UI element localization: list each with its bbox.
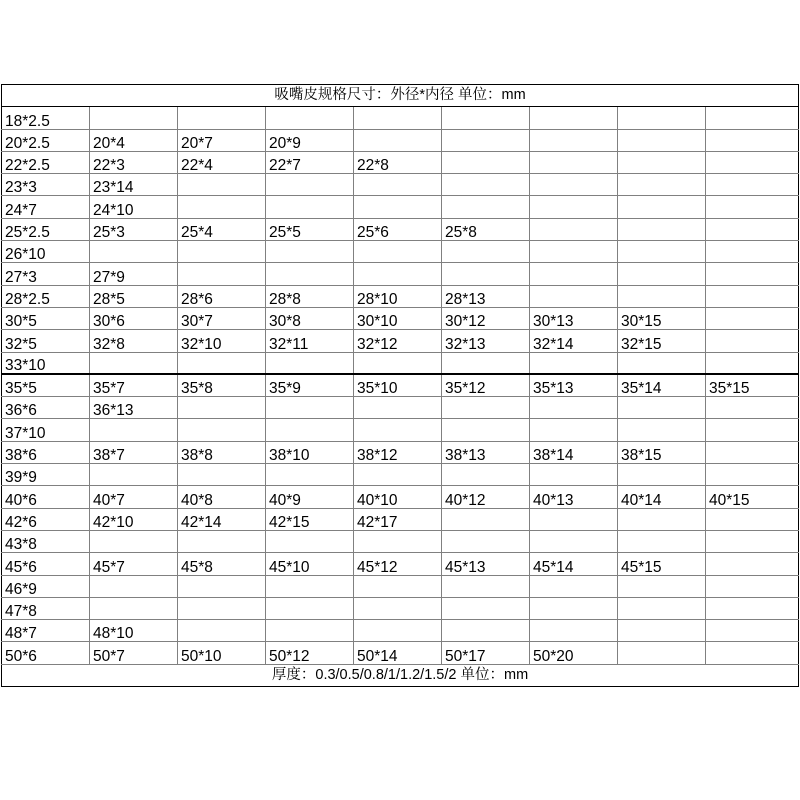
- size-cell: [530, 285, 618, 307]
- size-cell: [354, 174, 442, 196]
- size-cell: 32*13: [442, 330, 530, 352]
- size-cell: [178, 174, 266, 196]
- size-cell: 48*7: [2, 620, 90, 642]
- table-body: [2, 85, 799, 687]
- size-cell: 38*10: [266, 441, 354, 463]
- size-cell: [618, 508, 706, 530]
- size-cell: 30*10: [354, 307, 442, 329]
- table-row: [2, 530, 799, 552]
- size-cell: [530, 419, 618, 441]
- size-cell: 36*13: [90, 397, 178, 419]
- size-cell: 40*15: [706, 486, 799, 508]
- table-row: [2, 196, 799, 218]
- table-row: [2, 330, 799, 352]
- size-cell: 46*9: [2, 575, 90, 597]
- size-cell: 40*12: [442, 486, 530, 508]
- size-cell: 28*10: [354, 285, 442, 307]
- size-cell: 32*10: [178, 330, 266, 352]
- size-cell: [706, 620, 799, 642]
- table-row: [2, 397, 799, 419]
- table-row: [2, 307, 799, 329]
- size-cell: [266, 530, 354, 552]
- size-cell: [706, 151, 799, 173]
- size-cell: 23*3: [2, 174, 90, 196]
- size-cell: [530, 397, 618, 419]
- size-cell: [706, 129, 799, 151]
- size-cell: 32*8: [90, 330, 178, 352]
- size-cell: 50*7: [90, 642, 178, 664]
- size-cell: 22*8: [354, 151, 442, 173]
- size-cell: 22*7: [266, 151, 354, 173]
- size-cell: [706, 397, 799, 419]
- size-cell: 25*6: [354, 218, 442, 240]
- size-cell: 35*15: [706, 374, 799, 396]
- size-cell: [178, 397, 266, 419]
- table-row: [2, 553, 799, 575]
- size-cell: 35*8: [178, 374, 266, 396]
- size-cell: 32*15: [618, 330, 706, 352]
- size-cell: [530, 620, 618, 642]
- size-cell: [618, 642, 706, 664]
- size-cell: [178, 196, 266, 218]
- size-cell: [266, 107, 354, 129]
- size-cell: 25*2.5: [2, 218, 90, 240]
- size-cell: 26*10: [2, 241, 90, 263]
- size-cell: [266, 575, 354, 597]
- table-row: [2, 352, 799, 374]
- size-cell: 40*14: [618, 486, 706, 508]
- size-cell: [706, 441, 799, 463]
- size-cell: [706, 263, 799, 285]
- size-cell: [354, 107, 442, 129]
- size-cell: 28*13: [442, 285, 530, 307]
- size-cell: 22*2.5: [2, 151, 90, 173]
- size-cell: [618, 620, 706, 642]
- size-cell: 22*4: [178, 151, 266, 173]
- size-cell: [530, 530, 618, 552]
- size-cell: [442, 352, 530, 374]
- size-cell: [266, 464, 354, 486]
- size-cell: [90, 597, 178, 619]
- size-cell: [618, 196, 706, 218]
- size-cell: [530, 174, 618, 196]
- size-cell: [90, 241, 178, 263]
- size-cell: 35*14: [618, 374, 706, 396]
- size-cell: [442, 174, 530, 196]
- size-cell: [706, 307, 799, 329]
- size-cell: [266, 241, 354, 263]
- size-cell: [354, 196, 442, 218]
- size-cell: [266, 263, 354, 285]
- size-cell: [530, 597, 618, 619]
- size-cell: [530, 129, 618, 151]
- size-cell: 45*13: [442, 553, 530, 575]
- size-cell: [530, 352, 618, 374]
- size-cell: [178, 419, 266, 441]
- size-cell: 35*7: [90, 374, 178, 396]
- size-cell: [354, 530, 442, 552]
- size-cell: 27*3: [2, 263, 90, 285]
- size-cell: [706, 597, 799, 619]
- table-row: [2, 575, 799, 597]
- table-row: [2, 129, 799, 151]
- size-cell: 30*6: [90, 307, 178, 329]
- table-row: [2, 241, 799, 263]
- size-cell: [618, 575, 706, 597]
- size-cell: 30*5: [2, 307, 90, 329]
- size-cell: 45*14: [530, 553, 618, 575]
- table-row: [2, 151, 799, 173]
- size-cell: 45*15: [618, 553, 706, 575]
- size-cell: 32*5: [2, 330, 90, 352]
- size-cell: [178, 263, 266, 285]
- size-cell: [354, 575, 442, 597]
- size-cell: 32*14: [530, 330, 618, 352]
- size-cell: [618, 129, 706, 151]
- size-cell: [266, 174, 354, 196]
- footer-row: [2, 664, 799, 686]
- table-row: [2, 642, 799, 664]
- size-cell: [90, 352, 178, 374]
- size-cell: 28*2.5: [2, 285, 90, 307]
- size-cell: 50*10: [178, 642, 266, 664]
- size-cell: [618, 107, 706, 129]
- size-cell: 48*10: [90, 620, 178, 642]
- size-cell: [706, 107, 799, 129]
- size-cell: 40*8: [178, 486, 266, 508]
- size-cell: [442, 530, 530, 552]
- table-row: [2, 263, 799, 285]
- size-cell: [618, 218, 706, 240]
- size-cell: [530, 241, 618, 263]
- size-cell: [442, 196, 530, 218]
- size-cell: 25*5: [266, 218, 354, 240]
- size-cell: 40*13: [530, 486, 618, 508]
- size-cell: 42*10: [90, 508, 178, 530]
- size-cell: 20*7: [178, 129, 266, 151]
- size-cell: 47*8: [2, 597, 90, 619]
- size-cell: [530, 575, 618, 597]
- size-cell: 25*4: [178, 218, 266, 240]
- size-cell: 35*9: [266, 374, 354, 396]
- size-cell: 45*10: [266, 553, 354, 575]
- size-cell: [266, 597, 354, 619]
- size-cell: [90, 107, 178, 129]
- size-cell: 38*13: [442, 441, 530, 463]
- size-cell: 42*15: [266, 508, 354, 530]
- size-cell: 43*8: [2, 530, 90, 552]
- size-cell: 38*7: [90, 441, 178, 463]
- size-cell: [354, 397, 442, 419]
- size-cell: [706, 285, 799, 307]
- size-cell: 23*14: [90, 174, 178, 196]
- size-cell: [618, 151, 706, 173]
- size-cell: 50*14: [354, 642, 442, 664]
- size-cell: [442, 620, 530, 642]
- table-row: [2, 508, 799, 530]
- size-cell: 28*6: [178, 285, 266, 307]
- size-cell: [618, 174, 706, 196]
- table-title: 吸嘴皮规格尺寸：外径*内径 单位：mm: [2, 85, 799, 107]
- thickness-note: 厚度：0.3/0.5/0.8/1/1.2/1.5/2 单位：mm: [2, 664, 799, 686]
- size-cell: 33*10: [2, 352, 90, 374]
- size-cell: [266, 397, 354, 419]
- size-cell: [354, 263, 442, 285]
- size-cell: [530, 107, 618, 129]
- size-cell: [90, 464, 178, 486]
- size-cell: [618, 352, 706, 374]
- size-cell: 45*12: [354, 553, 442, 575]
- size-cell: [706, 241, 799, 263]
- size-cell: [266, 620, 354, 642]
- size-cell: [618, 263, 706, 285]
- size-cell: 25*3: [90, 218, 178, 240]
- size-cell: 30*13: [530, 307, 618, 329]
- size-cell: 45*8: [178, 553, 266, 575]
- size-cell: 42*6: [2, 508, 90, 530]
- table-row: [2, 441, 799, 463]
- size-cell: 32*11: [266, 330, 354, 352]
- size-cell: [706, 218, 799, 240]
- size-cell: [530, 218, 618, 240]
- size-cell: [618, 397, 706, 419]
- size-cell: 38*15: [618, 441, 706, 463]
- size-cell: 37*10: [2, 419, 90, 441]
- size-cell: 40*7: [90, 486, 178, 508]
- size-cell: [618, 419, 706, 441]
- size-cell: [530, 464, 618, 486]
- size-cell: 39*9: [2, 464, 90, 486]
- size-cell: [706, 642, 799, 664]
- size-cell: [178, 464, 266, 486]
- size-cell: 38*14: [530, 441, 618, 463]
- size-cell: [442, 241, 530, 263]
- table-row: [2, 285, 799, 307]
- size-cell: 50*20: [530, 642, 618, 664]
- size-cell: [90, 419, 178, 441]
- size-cell: 35*13: [530, 374, 618, 396]
- size-cell: [178, 241, 266, 263]
- size-cell: [354, 241, 442, 263]
- size-cell: [266, 419, 354, 441]
- size-cell: [618, 241, 706, 263]
- table-row: [2, 597, 799, 619]
- size-cell: [706, 575, 799, 597]
- size-cell: [706, 352, 799, 374]
- size-cell: [530, 151, 618, 173]
- size-cell: 45*6: [2, 553, 90, 575]
- size-cell: 38*12: [354, 441, 442, 463]
- size-cell: [178, 530, 266, 552]
- size-cell: [442, 397, 530, 419]
- size-cell: 45*7: [90, 553, 178, 575]
- size-cell: [442, 508, 530, 530]
- size-cell: [354, 464, 442, 486]
- size-cell: [706, 196, 799, 218]
- table-row: [2, 174, 799, 196]
- size-cell: [706, 330, 799, 352]
- size-cell: 42*14: [178, 508, 266, 530]
- size-cell: 32*12: [354, 330, 442, 352]
- size-cell: 28*5: [90, 285, 178, 307]
- size-cell: 25*8: [442, 218, 530, 240]
- size-cell: [90, 575, 178, 597]
- size-cell: 36*6: [2, 397, 90, 419]
- size-cell: 38*8: [178, 441, 266, 463]
- table-row: [2, 419, 799, 441]
- size-cell: 35*5: [2, 374, 90, 396]
- size-cell: 24*10: [90, 196, 178, 218]
- size-cell: [442, 464, 530, 486]
- size-cell: 28*8: [266, 285, 354, 307]
- size-cell: [90, 530, 178, 552]
- size-cell: 50*12: [266, 642, 354, 664]
- size-cell: [178, 620, 266, 642]
- size-cell: [706, 530, 799, 552]
- size-cell: 50*6: [2, 642, 90, 664]
- table-row: [2, 486, 799, 508]
- size-cell: 30*15: [618, 307, 706, 329]
- size-cell: 35*12: [442, 374, 530, 396]
- size-cell: [530, 196, 618, 218]
- size-cell: [442, 263, 530, 285]
- size-cell: 42*17: [354, 508, 442, 530]
- size-cell: 30*12: [442, 307, 530, 329]
- size-cell: [618, 597, 706, 619]
- spec-table: [1, 84, 799, 687]
- size-cell: [706, 553, 799, 575]
- size-cell: 40*10: [354, 486, 442, 508]
- size-cell: 27*9: [90, 263, 178, 285]
- size-cell: [178, 575, 266, 597]
- size-cell: [178, 352, 266, 374]
- size-cell: [442, 151, 530, 173]
- size-cell: 18*2.5: [2, 107, 90, 129]
- table-row: [2, 620, 799, 642]
- size-cell: [530, 508, 618, 530]
- size-cell: 22*3: [90, 151, 178, 173]
- size-cell: [354, 352, 442, 374]
- size-cell: [266, 196, 354, 218]
- size-cell: 50*17: [442, 642, 530, 664]
- size-cell: [266, 352, 354, 374]
- table-row: [2, 464, 799, 486]
- size-cell: [618, 530, 706, 552]
- size-cell: [706, 464, 799, 486]
- size-cell: 30*8: [266, 307, 354, 329]
- size-cell: [706, 174, 799, 196]
- size-cell: [442, 129, 530, 151]
- size-cell: 40*6: [2, 486, 90, 508]
- size-cell: [442, 419, 530, 441]
- size-cell: 40*9: [266, 486, 354, 508]
- size-cell: [706, 508, 799, 530]
- size-cell: [442, 575, 530, 597]
- size-cell: [442, 597, 530, 619]
- table-row: [2, 374, 799, 396]
- size-cell: [178, 597, 266, 619]
- size-cell: [618, 464, 706, 486]
- size-cell: [530, 263, 618, 285]
- table-row: [2, 218, 799, 240]
- size-cell: [354, 129, 442, 151]
- title-row: [2, 85, 799, 107]
- size-cell: 35*10: [354, 374, 442, 396]
- size-cell: 24*7: [2, 196, 90, 218]
- size-cell: 38*6: [2, 441, 90, 463]
- size-cell: [354, 419, 442, 441]
- size-cell: 20*9: [266, 129, 354, 151]
- size-cell: 30*7: [178, 307, 266, 329]
- size-cell: [618, 285, 706, 307]
- size-cell: 20*4: [90, 129, 178, 151]
- size-cell: [706, 419, 799, 441]
- size-cell: [442, 107, 530, 129]
- size-cell: [354, 620, 442, 642]
- size-cell: [178, 107, 266, 129]
- size-cell: [354, 597, 442, 619]
- table-row: [2, 107, 799, 129]
- size-cell: 20*2.5: [2, 129, 90, 151]
